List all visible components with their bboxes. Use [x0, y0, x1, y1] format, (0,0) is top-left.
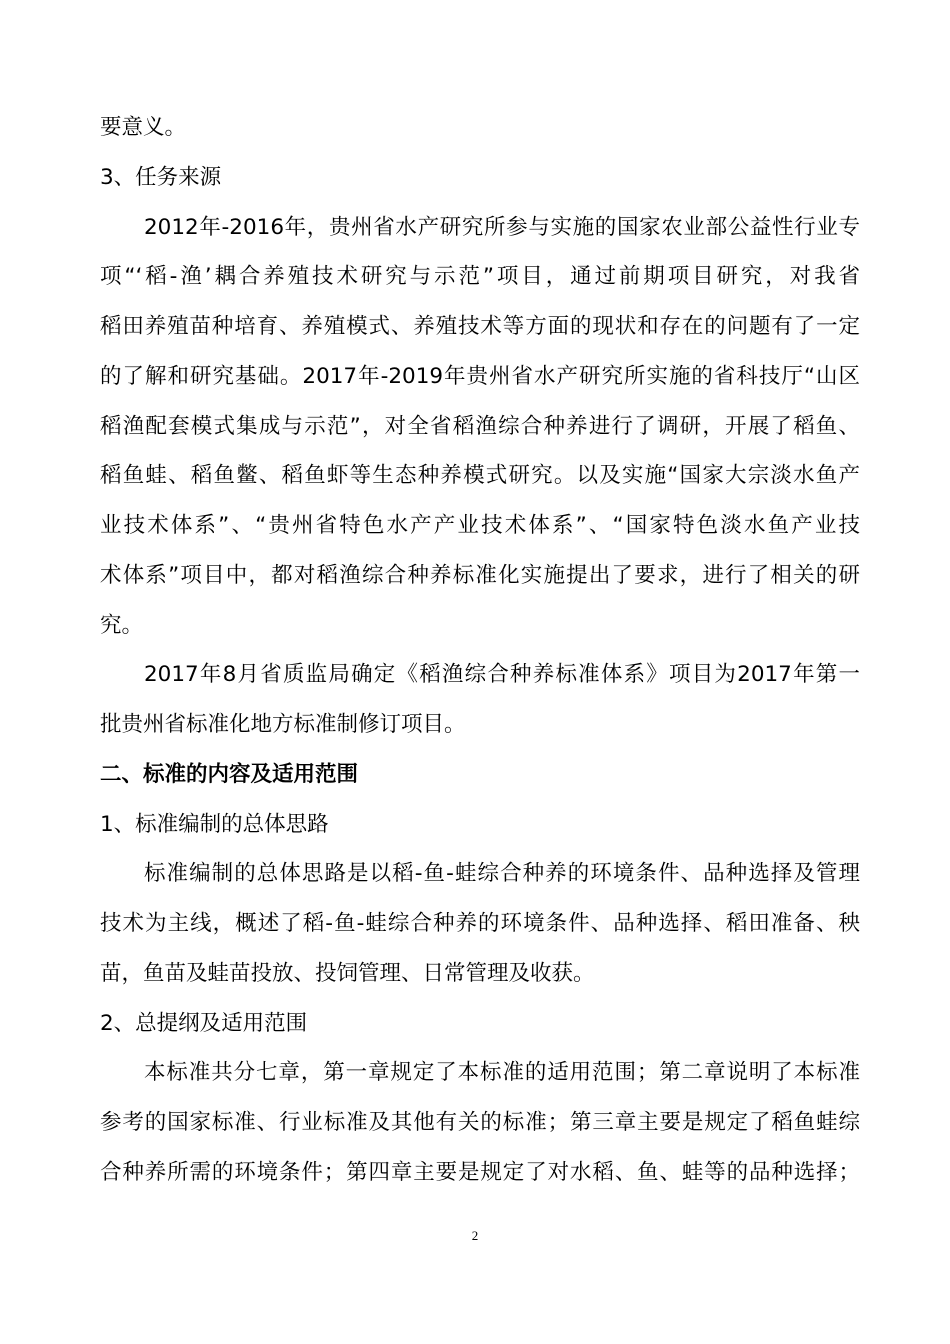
text-line: 稻田养殖苗种培育、养殖模式、养殖技术等方面的现状和存在的问题有了一定 — [100, 314, 860, 339]
text-line: 究。 — [100, 612, 144, 638]
text-line: 稻渔配套模式集成与示范”，对全省稻渔综合种养进行了调研，开展了稻鱼、 — [100, 413, 860, 439]
text-line: 合种养所需的环境条件；第四章主要是规定了对水稻、鱼、蛙等的品种选择； — [100, 1159, 860, 1185]
page-number: 2 — [471, 1228, 479, 1243]
text-line: 业技术体系”、“贵州省特色水产产业技术体系”、“国家特色淡水鱼产业技 — [100, 513, 860, 538]
text-line: 技术为主线，概述了稻-鱼-蛙综合种养的环境条件、品种选择、稻田准备、秧 — [100, 911, 860, 936]
text-line: 本标准共分七章，第一章规定了本标准的适用范围；第二章说明了本标准 — [144, 1060, 860, 1086]
text-line: 苗，鱼苗及蛙苗投放、投饲管理、日常管理及收获。 — [100, 960, 595, 986]
text-line: 2012年-2016年，贵州省水产研究所参与实施的国家农业部公益性行业专 — [144, 214, 860, 240]
text-line: 3、任务来源 — [100, 164, 222, 190]
section-heading: 二、标准的内容及适用范围 — [100, 761, 359, 787]
text-line: 的了解和研究基础。2017年-2019年贵州省水产研究所实施的省科技厅“山区 — [100, 363, 860, 389]
text-line: 2017年8月省质监局确定《稻渔综合种养标准体系》项目为2017年第一 — [144, 662, 860, 688]
text-line: 标准编制的总体思路是以稻-鱼-蛙综合种养的环境条件、品种选择及管理 — [144, 861, 860, 887]
text-line: 稻鱼蛙、稻鱼鳖、稻鱼虾等生态种养模式研究。以及实施“国家大宗淡水鱼产 — [100, 463, 860, 489]
text-line: 术体系”项目中，都对稻渔综合种养标准化实施提出了要求，进行了相关的研 — [100, 562, 860, 588]
text-line: 项“‘稻-渔’耦合养殖技术研究与示范”项目，通过前期项目研究，对我省 — [100, 264, 860, 290]
text-line: 要意义。 — [100, 115, 187, 140]
text-line: 1、标准编制的总体思路 — [100, 811, 329, 837]
text-line: 2、总提纲及适用范围 — [100, 1010, 308, 1036]
text-line: 参考的国家标准、行业标准及其他有关的标准；第三章主要是规定了稻鱼蛙综 — [100, 1110, 860, 1135]
text-line: 批贵州省标准化地方标准制修订项目。 — [100, 712, 466, 737]
document-body — [100, 108, 860, 1203]
